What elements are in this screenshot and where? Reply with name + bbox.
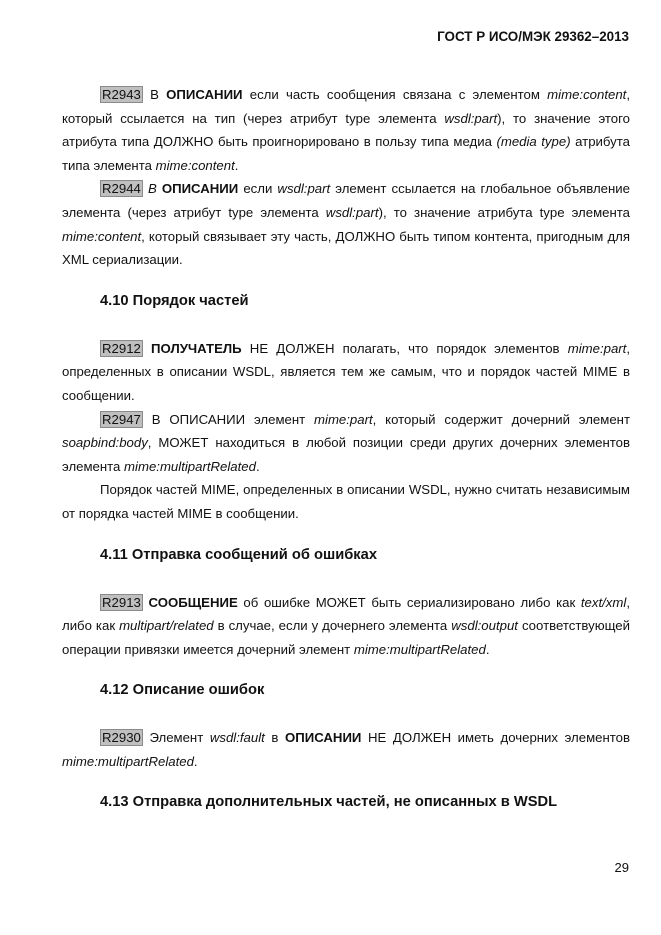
requirement-r2930: R2930 Элемент wsdl:fault в ОПИСАНИИ НЕ ДОЛЖЕН иметь дочерних элементов mime:multipartRelated. — [62, 730, 630, 769]
document-header: ГОСТ Р ИСО/МЭК 29362–2013 — [437, 29, 629, 44]
requirement-id: R2912 — [102, 340, 141, 356]
section-heading-4-11: 4.11 Отправка сообщений об ошибках — [100, 546, 377, 563]
section-heading-4-13: 4.13 Отправка дополнительных частей, не описанных в WSDL — [100, 794, 558, 811]
paragraph-mime-order: Порядок частей MIME, определенных в описании WSDL, нужно считать независимым от порядка частей MIME в сообщении. — [62, 482, 630, 521]
requirement-r2912: R2912 ПОЛУЧАТЕЛЬ НЕ ДОЛЖЕН полагать, что порядок элементов mime:part, определенных в описании WSDL, является тем же самым, что и порядок частей MIME в сообщении. — [62, 340, 631, 403]
requirement-r2913: R2913 СООБЩЕНИЕ об ошибке МОЖЕТ быть сериализировано либо как text/xml, либо как multipart/related в случае, если у дочернего элемента wsdl:output соответствующей операции привязки имеется дочерний элемент mime:multipartRelated. — [62, 594, 630, 657]
requirement-id: R2947 — [102, 411, 141, 427]
page-body — [62, 83, 630, 814]
requirement-id: R2943 — [102, 87, 141, 102]
section-heading-4-12: 4.12 Описание ошибок — [100, 682, 265, 699]
requirement-r2947: R2947 В ОПИСАНИИ элемент mime:part, который содержит дочерний элемент soapbind:body, МОЖЕТ находиться в любой позиции среди других дочерних элементов элемента mime:multipartRelated. — [62, 411, 630, 474]
requirement-r2943: R2943 В ОПИСАНИИ если часть сообщения связана с элементом mime:content, который ссылается на тип (через атрибут type элемента wsdl:part), то значение этого атрибута типа ДОЛЖНО быть проигнорировано в пользу типа медиа (media type) атрибута типа элемента mime:content. — [62, 87, 631, 173]
section-heading-4-10: 4.10 Порядок частей — [100, 292, 249, 309]
page-number: 29 — [614, 860, 629, 875]
requirement-id: R2913 — [102, 594, 141, 610]
requirement-id: R2944 — [102, 181, 141, 197]
requirement-id: R2930 — [102, 730, 141, 746]
requirement-r2944: R2944 В ОПИСАНИИ если wsdl:part элемент ссылается на глобальное объявление элемента (через атрибут type элемента wsdl:part), то значение атрибута type элемента mime:content, который связывает эту часть, ДОЛЖНО быть типом контента, пригодным для XML сериализации. — [62, 181, 630, 268]
